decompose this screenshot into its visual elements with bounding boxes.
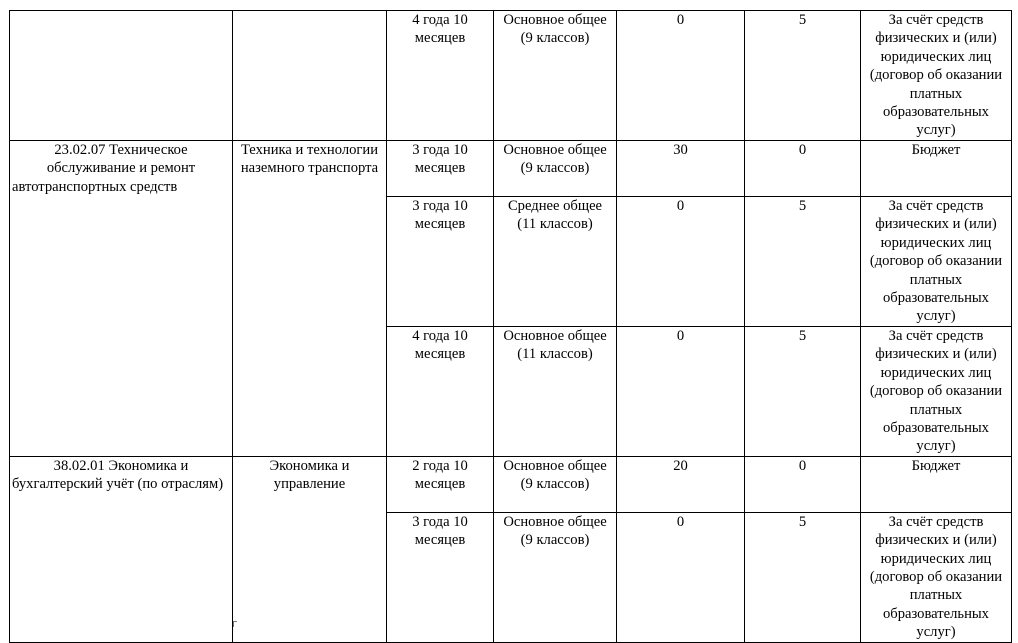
paid-places-cell: 5 [745, 11, 861, 141]
duration-cell: 2 года 10 месяцев [387, 456, 494, 512]
education-base-cell: Среднее общее (11 классов) [494, 197, 617, 327]
paid-places-cell: 0 [745, 141, 861, 197]
duration-cell: 4 года 10 месяцев [387, 11, 494, 141]
duration-cell: 4 года 10 месяцев [387, 327, 494, 457]
budget-places-cell: 0 [617, 197, 745, 327]
funding-cell: За счёт средств физических и (или) юридических лиц (договор об оказании платных образовательных услуг) [861, 327, 1012, 457]
education-base-cell: Основное общее (9 классов) [494, 141, 617, 197]
table-row [10, 456, 1012, 512]
specialty-cell: 23.02.07 Техническое обслуживание и ремонт автотранспортных средств [10, 141, 233, 457]
funding-cell: За счёт средств физических и (или) юридических лиц (договор об оказании платных образовательных услуг) [861, 197, 1012, 327]
funding-cell: Бюджет [861, 141, 1012, 197]
paid-places-cell: 5 [745, 327, 861, 457]
funding-cell: За счёт средств физических и (или) юридических лиц (договор об оказании платных образовательных услуг) [861, 11, 1012, 141]
budget-places-cell: 20 [617, 456, 745, 512]
table-row [10, 11, 1012, 141]
education-base-cell: Основное общее (11 классов) [494, 327, 617, 457]
paid-places-cell: 0 [745, 456, 861, 512]
specialty-cell: 38.02.01 Экономика и бухгалтерский учёт (по отраслям) [10, 456, 233, 642]
budget-places-cell: 0 [617, 327, 745, 457]
paid-places-cell: 5 [745, 197, 861, 327]
paid-places-cell: 5 [745, 512, 861, 642]
duration-cell: 3 года 10 месяцев [387, 197, 494, 327]
page-break-mark [233, 621, 237, 627]
specialty-cell [10, 11, 233, 141]
funding-cell: За счёт средств физических и (или) юридических лиц (договор об оказании платных образовательных услуг) [861, 512, 1012, 642]
duration-cell: 3 года 10 месяцев [387, 512, 494, 642]
education-base-cell: Основное общее (9 классов) [494, 456, 617, 512]
budget-places-cell: 0 [617, 512, 745, 642]
funding-cell: Бюджет [861, 456, 1012, 512]
education-base-cell: Основное общее (9 классов) [494, 11, 617, 141]
group-cell: Экономика и управление [233, 456, 387, 642]
duration-cell: 3 года 10 месяцев [387, 141, 494, 197]
group-cell [233, 11, 387, 141]
admission-table [9, 10, 1012, 643]
table-row [10, 141, 1012, 197]
group-cell: Техника и технологии наземного транспорта [233, 141, 387, 457]
education-base-cell: Основное общее (9 классов) [494, 512, 617, 642]
budget-places-cell: 30 [617, 141, 745, 197]
budget-places-cell: 0 [617, 11, 745, 141]
